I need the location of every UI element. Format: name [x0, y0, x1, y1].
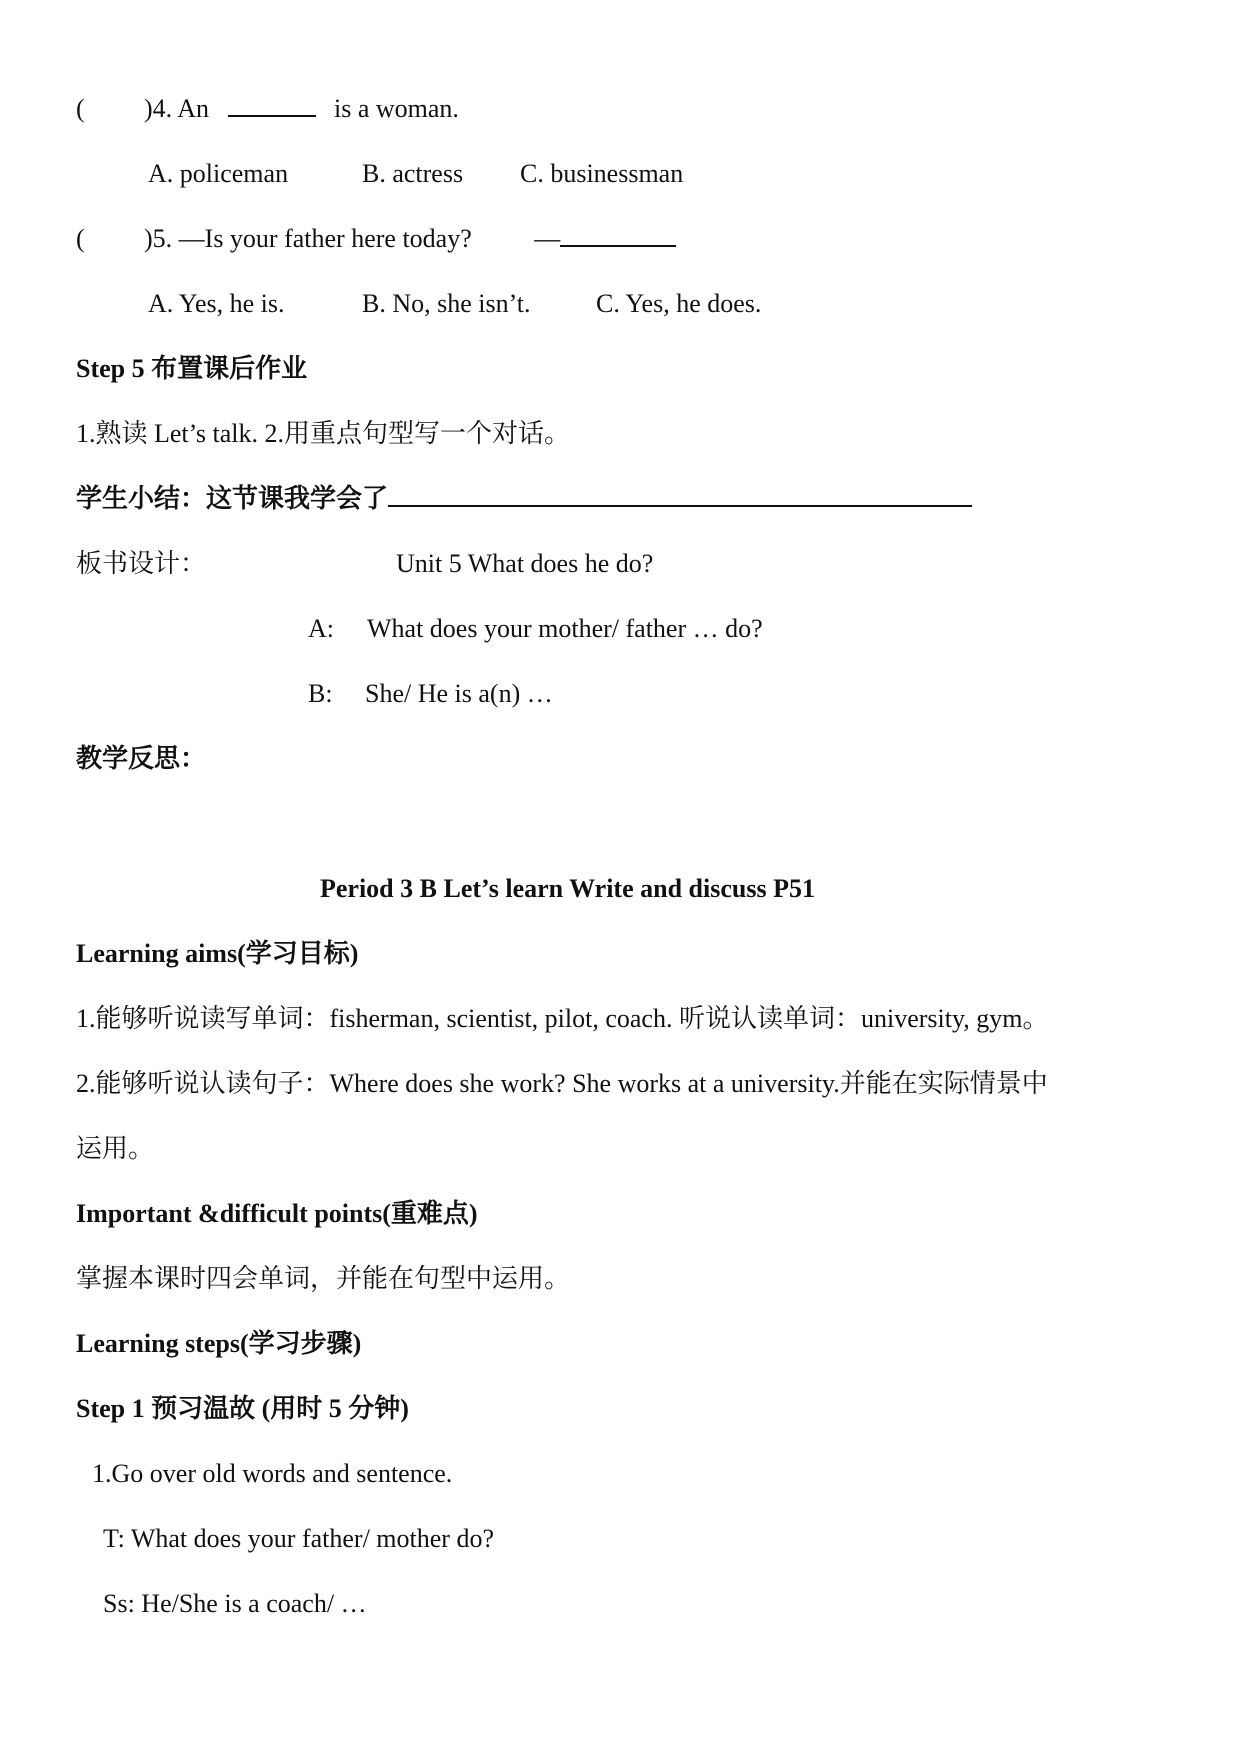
- question-4-label: )4. An: [144, 94, 209, 123]
- option-c: C. businessman: [520, 159, 684, 188]
- aim-2-line-1: 2.能够听说认读句子：Where does she work? She works at a university.并能在实际情景中: [76, 1069, 1048, 1098]
- answer-blank: [228, 115, 316, 117]
- option-c: C. Yes, he does.: [596, 289, 762, 318]
- aim-2-line-2: 运用。: [76, 1134, 155, 1163]
- board-line-b: [308, 677, 553, 711]
- question-5-label: )5. —Is your father here today?: [144, 224, 472, 253]
- board-title: Unit 5 What does he do?: [396, 549, 654, 578]
- step1-teacher: T: What does your father/ mother do?: [103, 1524, 494, 1553]
- board-design-label: 板书设计：: [76, 549, 207, 578]
- board-line-b-text: She/ He is a(n) …: [365, 679, 553, 708]
- reply-dash: —: [534, 224, 561, 253]
- step1-item: 1.Go over old words and sentence.: [92, 1459, 453, 1488]
- board-line-a: [308, 612, 763, 646]
- option-b: B. actress: [362, 159, 464, 188]
- student-summary: [76, 482, 972, 516]
- points-heading: Important &difficult points(重难点): [76, 1199, 478, 1228]
- question-4-tail: is a woman.: [334, 94, 459, 123]
- period3-title: Period 3 B Let’s learn Write and discuss P51: [320, 874, 815, 903]
- board-line-a-text: What does your mother/ father … do?: [367, 614, 763, 643]
- speaker-b: B:: [308, 679, 333, 708]
- answer-paren: (: [76, 94, 85, 123]
- option-b: B. No, she isn’t.: [362, 289, 531, 318]
- step5-items: 1.熟读 Let’s talk. 2.用重点句型写一个对话。: [76, 419, 570, 448]
- learning-aims-heading: Learning aims(学习目标): [76, 939, 359, 968]
- points-text: 掌握本课时四会单词，并能在句型中运用。: [76, 1264, 571, 1293]
- question-5: [76, 222, 676, 256]
- step1-heading: Step 1 预习温故 (用时 5 分钟): [76, 1394, 409, 1423]
- summary-blank: [388, 505, 972, 507]
- option-a: A. Yes, he is.: [148, 289, 285, 318]
- aim-1: 1.能够听说读写单词：fisherman, scientist, pilot, coach. 听说认读单词：university, gym。: [76, 1004, 1049, 1033]
- question-5-options: [148, 287, 761, 321]
- answer-blank: [560, 245, 676, 247]
- step1-students: Ss: He/She is a coach/ …: [103, 1589, 367, 1618]
- speaker-a: A:: [308, 614, 334, 643]
- summary-label: 学生小结：这节课我学会了: [76, 484, 389, 513]
- step5-heading: Step 5 布置课后作业: [76, 354, 308, 383]
- question-4: [76, 92, 459, 126]
- question-4-options: [148, 157, 683, 191]
- teaching-reflection: 教学反思：: [76, 744, 207, 773]
- option-a: A. policeman: [148, 159, 289, 188]
- learning-steps-heading: Learning steps(学习步骤): [76, 1329, 362, 1358]
- answer-paren: (: [76, 224, 85, 253]
